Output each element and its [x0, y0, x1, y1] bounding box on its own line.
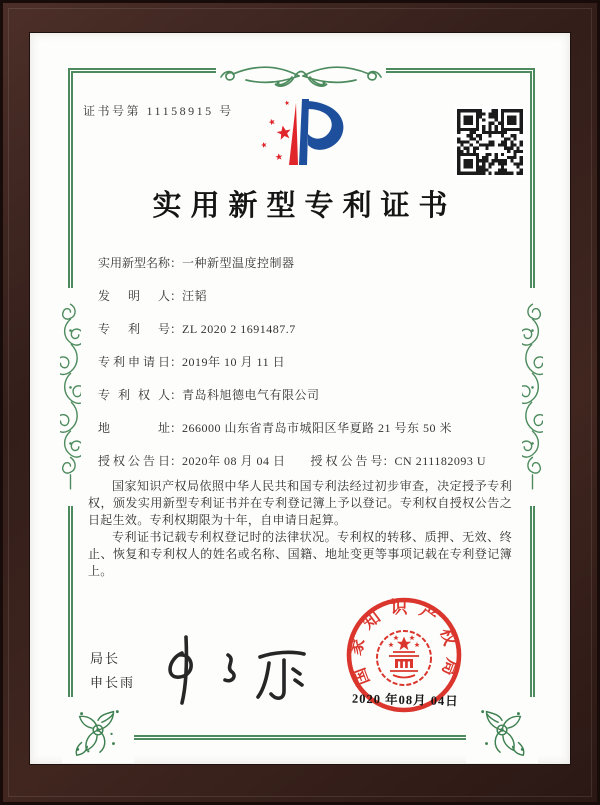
director-signature [152, 627, 327, 711]
field-label: 地址 [98, 421, 170, 435]
director-title: 局长 [90, 651, 121, 666]
director-name: 申长雨 [90, 675, 136, 690]
field-label: 专利申请日 [98, 355, 170, 369]
body-paragraph-1: 国家知识产权局依照中华人民共和国专利法经过初步审查，决定授予专利权，颁发实用新型专利证书并在专利登记簿上予以登记。专利权自授权公告之日起生效。专利权期限为十年，自申请日起算。 [88, 479, 512, 527]
grant-date-group [98, 454, 286, 468]
body-paragraph-2: 专利证书记载专利权登记时的法律状况。专利权的转移、质押、无效、终止、恢复和专利权人的姓名或名称、国籍、地址变更等事项记载在专利登记簿上。 [88, 530, 512, 578]
grant-no-label: 授权公告号 [310, 454, 383, 468]
qr-code-icon [454, 106, 526, 178]
field-row-patent-no [98, 322, 518, 336]
field-row-inventor [98, 289, 518, 303]
floral-icon [69, 701, 127, 759]
scroll-ornament-right [522, 288, 543, 506]
field-colon: ： [382, 454, 395, 468]
certificate-paper [30, 33, 570, 764]
floral-ornament-bottom-right [466, 697, 538, 763]
field-value: 汪韬 [182, 289, 208, 303]
national-emblem-icon [388, 635, 419, 678]
field-row-filing-date [98, 355, 518, 369]
floral-icon [473, 701, 531, 759]
field-label: 专利号 [98, 322, 170, 336]
field-colon: ： [170, 289, 183, 303]
seal-date: 2020 年08月 04日 [351, 691, 459, 709]
grant-date-label: 授权公告日 [98, 454, 170, 468]
field-colon: ： [170, 421, 183, 435]
legal-text [88, 478, 512, 580]
field-list [98, 256, 518, 454]
qr-code [454, 106, 526, 178]
field-row-address [98, 421, 518, 435]
field-row-name [98, 256, 518, 270]
cnipa-logo-icon [256, 95, 356, 169]
field-value: 266000 山东省青岛市城阳区华夏路 21 号东 50 米 [182, 421, 453, 435]
field-value: ZL 2020 2 1691487.7 [182, 322, 296, 336]
grant-row [98, 454, 486, 468]
field-colon: ： [170, 388, 183, 402]
field-colon: ： [170, 454, 183, 468]
field-label: 发明人 [98, 289, 170, 303]
floral-ornament-bottom-left [62, 697, 134, 763]
field-row-patentee [98, 388, 518, 402]
field-value: 青岛科旭德电气有限公司 [182, 388, 320, 402]
flourish-ornament-top [216, 60, 386, 90]
signature-icon [152, 627, 327, 711]
certificate-title: 实用新型专利证书 [152, 190, 457, 222]
field-value: 2019年 10 月 11 日 [182, 355, 286, 369]
scroll-icon [60, 288, 81, 506]
field-colon: ： [170, 256, 183, 270]
field-value: 一种新型温度控制器 [182, 256, 295, 270]
scroll-ornament-left [60, 288, 81, 506]
grant-no-group [311, 454, 486, 468]
flourish-icon [216, 60, 386, 90]
certificate-number: 证书号第 11158915 号 [83, 104, 234, 118]
field-label: 实用新型名称 [98, 256, 171, 270]
director-block [90, 647, 135, 695]
field-colon: ： [170, 355, 183, 369]
field-label: 专利权人 [98, 388, 170, 402]
seal-ring-text: 国家知识产权局 [345, 598, 463, 688]
grant-no-value: CN 211182093 U [394, 454, 486, 468]
scroll-icon [522, 288, 543, 506]
grant-date-value: 2020年 08 月 04 日 [182, 454, 286, 468]
cnipa-patent-logo [256, 95, 356, 169]
field-colon: ： [170, 322, 183, 336]
